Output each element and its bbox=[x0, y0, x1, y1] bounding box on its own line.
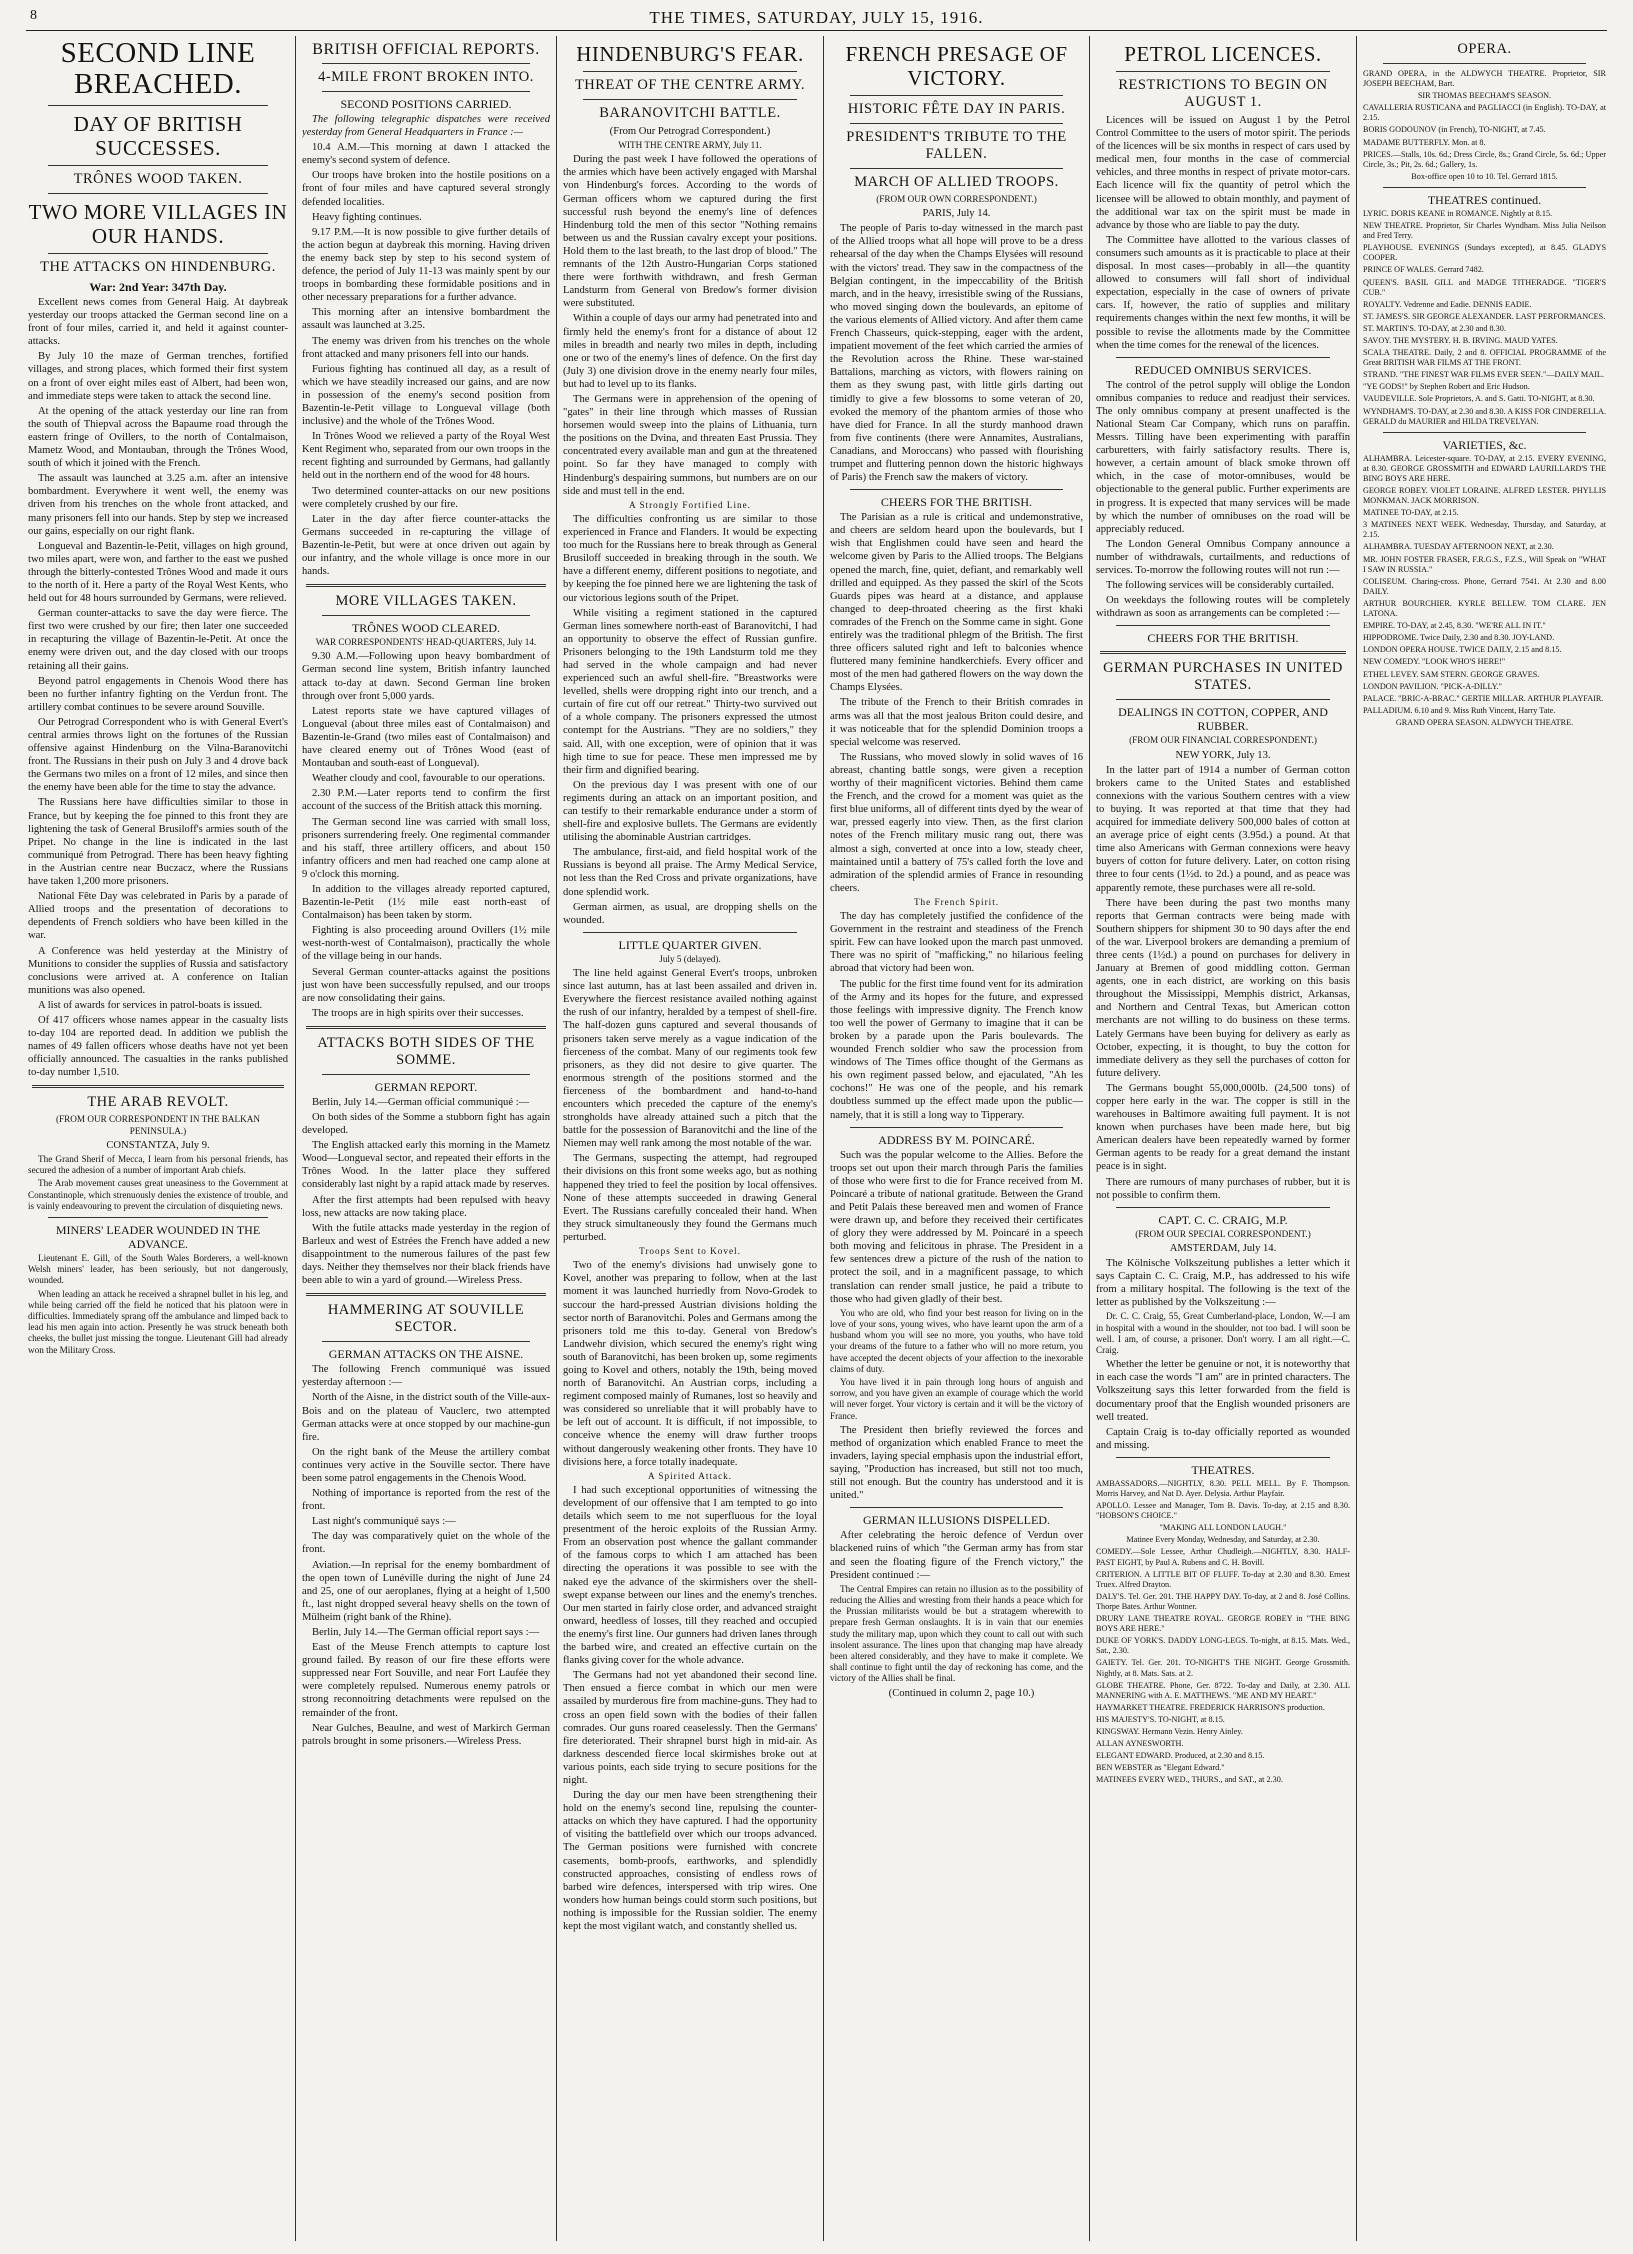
article-paragraph: Two of the enemy's divisions had unwisely gone to Kovel, another was preparing to follow, when at the last moment it was launched hurriedly from Novo-Grodek to succour the hard-pressed Austrian divisions holding the sector north of Baranovitchi. Poles and Germans among the prisoners told me this to-day. General von Bredow's Landwehr division, which secured the enemy's right wing south of Baranovitchi, has been broken up, some regiments going to Kovel and others, notably the 19th, being moved north of Baranovitchi. An Austrian corps, including a regiment composed mainly of Rumanes, lost so heavily and was considered so unreliable that it will probably have to be left out of account. It is difficult, if not impossible, to conceive whence the enemy will draw further troops without dangerously weakening other fronts. They have 10 divisions here, a force totally inadequate. bbox=[563, 1260, 817, 1468]
theatre-listing: DUKE OF YORK'S. DADDY LONG-LEGS. To-night, at 8.15. Mats. Wed., Sat., 2.30. bbox=[1096, 1636, 1350, 1656]
article-paragraph: The assault was launched at 3.25 a.m. after an intensive bombardment. Everywhere it went well, the enemy was driven from his trenches on the whole front attacked, and many prisoners fell into our hands. Step by step we increased our gains, especially on our right flank. bbox=[28, 473, 288, 537]
article-paragraph: While visiting a regiment stationed in the captured German lines somewhere north-east of Baranovitchi, I had an opportunity to observe the effect of Russian gunfire. Prisoners belonging to the 19th Landsturm told me they had served in the whole campaign and had never experienced such an awful shell-fire. "Breastworks were levelled, shells were dropping right into our trench, and a curtain of fire cut off our retreat." Thirty-two survived out of a whole company. The prisoners expressed the utmost contempt for the Austrians. "They are no soldiers," they said. All, with one exception, were of opinion that it was high time to sue for peace. These men impressed me by their firm and dignified bearing. bbox=[563, 607, 817, 776]
variety-listing: LONDON PAVILION. "PICK-A-DILLY." bbox=[1363, 681, 1502, 691]
byline: (FROM OUR CORRESPONDENT IN THE BALKAN PENINSULA.) bbox=[55, 1114, 261, 1136]
headline-theatres-continued: THEATRES continued. bbox=[1427, 192, 1542, 207]
opera-listing: GRAND OPERA, in the ALDWYCH THEATRE. Proprietor, SIR JOSEPH BEECHAM, Bart. bbox=[1363, 69, 1606, 89]
article-paragraph: The Arab movement causes great uneasiness to the Government at Constantinople, which strenuously denies the existence of trouble, and is vainly endeavouring to prevent the circulation of disquieting news. bbox=[28, 1178, 288, 1211]
dateline: WAR CORRESPONDENTS' HEAD-QUARTERS, July 14. bbox=[315, 637, 537, 648]
theatre-listing: SAVOY. THE MYSTERY. H. B. IRVING. MAUD YATES. bbox=[1363, 335, 1558, 345]
dateline: NEW YORK, July 13. bbox=[1175, 749, 1271, 761]
article-paragraph: German airmen, as usual, are dropping shells on the wounded. bbox=[563, 901, 817, 926]
article-paragraph: The Committee have allotted to the various classes of consumers such amounts as it is practicable to place at their disposal. In most cases—probably in all—the quantity allowed to consumers will fall short of individual expectation, especially in the case of owners of private cars. If, however, the ratio of supplies and military requirements changes within the next few months, it will be possible to revise the allotments made by the Committee when the time comes for the renewal of the licences. bbox=[1096, 234, 1350, 351]
article-paragraph: Lieutenant E. Gill, of the South Wales Borderers, a well-known Welsh miners' leader, has been seriously, but not dangerously, wounded. bbox=[28, 1252, 288, 1286]
theatre-listing: DALY'S. Tel. Ger. 201. THE HAPPY DAY. To-day, at 2 and 8. José Collins. Thorpe Bates. Arthur Wontner. bbox=[1096, 1591, 1350, 1611]
article-paragraph: Weather cloudy and cool, favourable to our operations. bbox=[312, 773, 546, 785]
variety-listing: NEW COMEDY. "LOOK WHO'S HERE!" bbox=[1363, 657, 1506, 667]
article-paragraph: The day was comparatively quiet on the whole of the front. bbox=[302, 1531, 550, 1556]
column-divider bbox=[556, 36, 557, 2241]
continued-note: (Continued in column 2, page 10.) bbox=[888, 1687, 1035, 1699]
masthead-rule bbox=[26, 30, 1607, 31]
variety-listing: EMPIRE. TO-DAY, at 2.45, 8.30. "WE'RE ALL IN IT." bbox=[1363, 621, 1546, 631]
article-paragraph: In addition to the villages already reported captured, Bazentin-le-Petit (1½ mile east north-east of Contalmaison) has been taken by storm. bbox=[302, 883, 550, 922]
article-paragraph: There have been during the past two months many reports that German contracts were being made with Southern shippers for shipment 30 to 90 days after the end of the war. Liverpool brokers are demanding a premium of three cents (1½d.) a pound on purchases for delivery in January at Bremen of good middling cotton. German agents, one in each district, are working on this basis throughout the Mississippi, Memphis district, Arkansas, and Northern and Central Texas, but American cotton merchants are not willing to do business on these terms. Lately Germans have been buying for delivery as early as October, expecting, it is thought, to buy the cotton for immediate delivery as they sell the purchases of cotton for future delivery. bbox=[1096, 897, 1350, 1079]
article-paragraph: Such was the popular welcome to the Allies. Before the troops set out upon their march through Paris the families of those who were first to die for France received from M. Poincaré a tribute of national gratitude. Between the Grand and Petit Palais these bereaved men and women of France were drawn up, and before they received their certificates of glory they were addressed by M. Poincaré in a speech both moving and felicitous in phrase. The President in a few sentences drew a picture of the rush of the nation to protect the soil, and in a magnificent passage, to which translation can render small justice, he paid a tribute to those who had given gladly of their best. bbox=[830, 1149, 1083, 1305]
article-paragraph: The Central Empires can retain no illusion as to the possibility of reducing the Allies and wresting from their hands a peace which for the Prussian militarists would be but a stratagem wherewith to prepare fresh German onslaughts. It is in vain that our enemies study the military map, upon which they count to call out with such insolent assurance. The lines upon that changing map have already been altered considerably, and they have to make it complete. We shall continue to fight until the day of reckoning has come, and the victory of the Allies shall be final. bbox=[830, 1583, 1083, 1684]
theatre-listing: ROYALTY. Vedrenne and Eadie. DENNIS EADIE. bbox=[1363, 299, 1532, 309]
article-paragraph: Captain Craig is to-day officially reported as wounded and missing. bbox=[1096, 1426, 1350, 1451]
theatre-listing: Matinee Every Monday, Wednesday, and Saturday, at 2.30. bbox=[1126, 1535, 1320, 1545]
headline-arab-revolt: THE ARAB REVOLT. bbox=[87, 1094, 229, 1111]
variety-listing: COLISEUM. Charing-cross. Phone, Gerrard 7541. At 2.30 and 8.00 DAILY. bbox=[1363, 576, 1606, 596]
variety-listing: PALACE. "BRIC-A-BRAC." GERTIE MILLAR. ARTHUR PLAYFAIR. bbox=[1363, 693, 1604, 703]
article-paragraph: Last night's communiqué says :— bbox=[312, 1516, 456, 1528]
article-paragraph: You have lived it in pain through long hours of anguish and sorrow, and you have given an example of courage which the world will never forget. Your victory is certain and it will be the victory of France. bbox=[830, 1376, 1083, 1421]
variety-listing: LONDON OPERA HOUSE. TWICE DAILY, 2.15 and 8.15. bbox=[1363, 645, 1562, 655]
headline-omnibus: REDUCED OMNIBUS SERVICES. bbox=[1134, 362, 1312, 377]
article-paragraph: Aviation.—In reprisal for the enemy bombardment of the open town of Lunéville during the night of June 24 and 25, one of our aeroplanes, flying at a height of 1,500 ft., last night dropped several heavy shells on the town of Mülheim (right bank of the Rhine). bbox=[302, 1559, 550, 1623]
headline-hindenburg-fear: HINDENBURG'S FEAR. bbox=[576, 42, 804, 66]
article-paragraph: This morning after an intensive bombardment the assault was launched at 3.25. bbox=[302, 307, 550, 332]
article-paragraph: The Germans, suspecting the attempt, had regrouped their divisions on this front some weeks ago, but as nothing happened they tried to feel the position by local offensives. None of these attempts succeeded in drawing General Evert. The Russians carefully concealed their hand. When they struck simultaneously they found the Germans much perturbed. bbox=[563, 1153, 817, 1243]
variety-listing: PALLADIUM. 6.10 and 9. Miss Ruth Vincent, Harry Tate. bbox=[1363, 705, 1556, 715]
theatre-listing: AMBASSADORS.—NIGHTLY, 8.30. PELL MELL. By F. Thompson. Morris Harvey, and Nat D. Ayer. Delysia. Arthur Playfair. bbox=[1096, 1478, 1350, 1498]
article-paragraph: The London General Omnibus Company announce a number of withdrawals, curtailments, and reductions of services. To-morrow the following routes will not run :— bbox=[1096, 538, 1350, 576]
headline-restrictions: RESTRICTIONS TO BEGIN ON AUGUST 1. bbox=[1118, 77, 1328, 110]
article-paragraph: On the previous day I was present with one of our regiments during an attack on an important position, and can testify to their remarkable endurance under a storm of shell-fire and explosive bullets. The Germans are evidently utilising the abominable Austrian cartridges. bbox=[563, 779, 817, 844]
headline-poincare: ADDRESS BY M. POINCARÉ. bbox=[878, 1132, 1035, 1147]
article-paragraph: German counter-attacks to save the day were fierce. The first two were crushed by our fire; then later one succeeded in recapturing the village of Bazentin-le-Petit. At once the enemy were driven out, and the day closed with our troops retaining all their gains. bbox=[28, 608, 288, 672]
opera-listing: Box-office open 10 to 10. Tel. Gerrard 1815. bbox=[1411, 171, 1558, 181]
headline-presidents-tribute: PRESIDENT'S TRIBUTE TO THE FALLEN. bbox=[846, 129, 1067, 162]
article-paragraph: The Germans were in apprehension of the opening of "gates" in their line through which masses of Russian horsemen would sweep into the plains of Lithuania, turn the positions on the Dvina, and threaten East Prussia. They concentrated every available man and gun at the threatened point. So far they have managed to comply with Hindenburg's despairing summons, but numbers are on our side and must tell in the end. bbox=[563, 393, 817, 497]
headline-centre-army: THREAT OF THE CENTRE ARMY. bbox=[574, 77, 806, 93]
column-5 bbox=[1096, 36, 1350, 2241]
article-paragraph: The Kölnische Volkszeitung publishes a letter which it says Captain C. C. Craig, M.P., has addressed to his wife from a military hospital. The following is the text of the letter as published by the Volkszeitung :— bbox=[1096, 1258, 1350, 1309]
byline: (FROM OUR OWN CORRESPONDENT.) bbox=[876, 194, 1037, 204]
article-paragraph: Berlin, July 14.—German official communiqué :— bbox=[312, 1096, 530, 1108]
article-paragraph: Furious fighting has continued all day, as a result of which we have steadily increased our gains, and are now in possession of the enemy's second position from Bazentin-le-Petit village to Longueval village (both inclusive) and the whole of the Trônes Wood. bbox=[302, 363, 550, 428]
dateline: WITH THE CENTRE ARMY, July 11. bbox=[618, 140, 762, 151]
article-paragraph: On weekdays the following routes will be completely withdrawn as soon as arrangements can be completed :— bbox=[1096, 595, 1350, 620]
article-paragraph: I had such exceptional opportunities of witnessing the development of our offensive that I am tempted to go into details which seem to me not superfluous for the loyal presentment of the heroic exploits of the Russian Army. From an observation post whence the gallant commander of the famous corps to which I am attached has been directing the operations it was possible to see with the naked eye the advance of the skirmishers over the shell-swept expanse between our lines and the enemy's trenches. Our men started in fairly close order, and advanced straight onward, heedless of losses, till they reached and occupied the enemy's first line. Our gunners had driven lanes through the barbed wire, and created an effective curtain on the flanks giving cover for the whole advance. bbox=[563, 1484, 817, 1667]
article-paragraph: Latest reports state we have captured villages of Longueval (about three miles east of Contalmaison) and Bazentin-le-Grand (two miles east of Contalmaison) and have cleared enemy out of Trônes Wood (east of Montauban and south-east of Longueval). bbox=[302, 705, 550, 770]
theatre-listing: HAYMARKET THEATRE. FREDERICK HARRISON'S production. bbox=[1096, 1702, 1325, 1712]
headline-british-official: BRITISH OFFICIAL REPORTS. bbox=[312, 41, 540, 58]
page-number: 8 bbox=[30, 8, 37, 23]
article-paragraph: In Trônes Wood we relieved a party of the Royal West Kent Regiment who, separated from our own troops in the recent fighting and surrounded by Germans, had gallantly held out in the northern end of the wood for 48 hours. bbox=[302, 431, 550, 482]
headline-second-positions: SECOND POSITIONS CARRIED. bbox=[340, 97, 512, 111]
theatre-listing: "YE GODS!" by Stephen Robert and Eric Hudson. bbox=[1363, 382, 1530, 392]
headline-aisne: GERMAN ATTACKS ON THE AISNE. bbox=[328, 1347, 524, 1362]
column-6 bbox=[1363, 36, 1606, 2241]
headline-varieties: VARIETIES, &c. bbox=[1442, 437, 1527, 452]
article-paragraph: After celebrating the heroic defence of Verdun over blackened ruins of which "the German army has from star and seen the floating figure of the French victory," the President continued :— bbox=[830, 1530, 1083, 1581]
article-paragraph: Of 417 officers whose names appear in the casualty lists to-day 104 are reported dead. In addition we publish the names of 49 fallen officers whose deaths have not yet been officially announced. The casualties in the ranks published to-day number 1,510. bbox=[28, 1014, 288, 1079]
headline-trones-cleared: TRÔNES WOOD CLEARED. bbox=[351, 621, 501, 636]
subheading: A Spirited Attack. bbox=[647, 1470, 733, 1481]
headline-second-line: SECOND LINE BREACHED. bbox=[60, 37, 256, 100]
opera-listing: MADAME BUTTERFLY. Mon. at 8. bbox=[1363, 137, 1486, 147]
article-paragraph: With the futile attacks made yesterday in the region of Barleux and west of Estrées the French have added a new disappointment to the numerous failures of the past few days. Neither they themselves nor their black friends have been able to win a yard of ground.—Wireless Press. bbox=[302, 1222, 550, 1287]
column-1 bbox=[28, 36, 288, 2241]
article-paragraph: The German second line was carried with small loss, prisoners surrendering freely. One regimental commander and his staff, three artillery officers, and about 150 infantry officers and men had reached one camp alone at 9 o'clock this morning. bbox=[302, 816, 550, 880]
article-paragraph: North of the Aisne, in the district south of the Ville-aux-Bois and on the plateau of Vauclerc, two attempted German attacks were at once stopped by our machine-gun fire. bbox=[302, 1392, 550, 1443]
theatre-listing: CRITERION. A LITTLE BIT OF FLUFF. To-day at 2.30 and 8.30. Ernest Truex. Alfred Drayton. bbox=[1096, 1569, 1350, 1589]
headline-cheers: CHEERS FOR THE BRITISH. bbox=[1147, 631, 1299, 646]
article-paragraph: Within a couple of days our army had penetrated into and firmly held the enemy's front for a distance of about 12 miles in breadth and nearly two miles in depth, including one or two of the enemy's lines of defence. On the first day (July 3) one division drove in the enemy nearly four miles, but had to level up to its flanks. bbox=[563, 313, 817, 390]
column-divider bbox=[295, 36, 296, 2241]
article-paragraph: During the day our men have been strengthening their hold on the enemy's second line, repulsing the counter-attacks on which they have captured. I had the opportunity of visiting the battlefield over which our troops advanced. The German positions were furnished with concrete casements, bomb-proofs, earthworks, and splendidly constructed approaches, consisting of endless rows of barbed wire defences, interspersed with trip wires. One wonders how human beings could storm such positions, but nothing is impossible for the Russian soldier. The enemy kept the most vigilant watch, and constantly shelled us. bbox=[563, 1790, 817, 1933]
headline-theatres: THEATRES. bbox=[1191, 1462, 1255, 1477]
theatre-listing: ALLAN AYNESWORTH. bbox=[1096, 1739, 1184, 1749]
article-paragraph: There are rumours of many purchases of rubber, but it is not possible to confirm them. bbox=[1096, 1176, 1350, 1201]
dateline: July 5 (delayed). bbox=[659, 953, 721, 964]
article-paragraph: Berlin, July 14.—The German official report says :— bbox=[312, 1627, 540, 1639]
theatre-listing: PLAYHOUSE. EVENINGS (Sundays excepted), at 8.45. GLADYS COOPER. bbox=[1363, 243, 1606, 263]
variety-listing: GRAND OPERA SEASON. ALDWYCH THEATRE. bbox=[1395, 717, 1574, 727]
article-paragraph: The President then briefly reviewed the forces and method of organization which enabled France to meet the invaders, laying special emphasis upon the industrial effort, saying, "Production has increased, but still not too much, still not enough. But the country has understood and it is united." bbox=[830, 1424, 1083, 1502]
headline-german-report: GERMAN REPORT. bbox=[374, 1079, 478, 1094]
article-paragraph: East of the Meuse French attempts to capture lost ground failed. By reason of our fire these efforts were suppressed near Fort Souville, and near Fort Laufée they were completely repulsed. Numerous enemy patrols or strong reconnoitring detachments were repulsed on the remainder of the front. bbox=[302, 1642, 550, 1719]
article-paragraph: The Russians, who moved slowly in solid waves of 16 abreast, chanting battle songs, were given a reception worthy of their magnificent victories. Behind them came the French, and the crowd for a moment was quiet as the first blue uniforms, all of different tints dyed by the wear of war, pressed eagerly into view. Then, as the first clarion notes of the French military music rang out, there was almost a sigh, converted at once into a low, steady cheer, maintained until a battery of 75's called forth the love and admiration of the splendid armies of France in resounding cheers. bbox=[830, 751, 1083, 894]
article-paragraph: 9.30 A.M.—Following upon heavy bombardment of German second line system, British infantry launched attack to-day at dawn. Second German line broken through over front 5,000 yards. bbox=[302, 651, 550, 702]
opera-listing: CAVALLERIA RUSTICANA and PAGLIACCI (in English). TO-DAY, at 2.15. bbox=[1363, 103, 1606, 123]
headline-german-purchases: GERMAN PURCHASES IN UNITED STATES. bbox=[1103, 660, 1343, 694]
variety-listing: GEORGE ROBEY. VIOLET LORAINE. ALFRED LESTER. PHYLLIS MONKMAN. JACK MORRISON. bbox=[1363, 486, 1606, 506]
headline-two-villages: TWO MORE VILLAGES IN OUR HANDS. bbox=[28, 200, 288, 248]
theatre-listing: KINGSWAY. Hermann Vezin. Henry Ainley. bbox=[1096, 1726, 1243, 1736]
article-paragraph: When leading an attack he received a shrapnel bullet in his leg, and while being carried off the field he noticed that his platoon were in difficulties. Immediately sprang off the ambulance and limped back to lead his men again into action. Presently he was struck beneath both cheeks, the bullet just missing the tongue. Lieutenant Gill had already won the Military Cross. bbox=[28, 1288, 288, 1355]
dateline: PARIS, July 14. bbox=[922, 208, 991, 220]
war-day-line: War: 2nd Year: 347th Day. bbox=[89, 280, 227, 294]
theatre-listing: LYRIC. DORIS KEANE in ROMANCE. Nightly at 8.15. bbox=[1363, 208, 1553, 218]
article-paragraph: The control of the petrol supply will oblige the London omnibus companies to reduce and readjust their services. The only omnibus company at present unaffected is the National Steam Car Company, which runs on paraffin. Messrs. Tilling have been experimenting with paraffin carburetters, with fairly satisfactory results. There is, however, a certain amount of black smoke thrown off which, in the case of motor-omnibuses, would be objectionable to the general public. Further experiments are in progress. It is expected that many services will be made by which the number of omnibuses on the road will be appreciably reduced. bbox=[1096, 379, 1350, 535]
theatre-listing: BEN WEBSTER as "Elegant Edward." bbox=[1096, 1763, 1225, 1773]
headline-attacks-somme: ATTACKS BOTH SIDES OF THE SOMME. bbox=[317, 1034, 535, 1068]
article-paragraph: Later in the day after fierce counter-attacks the Germans succeeded in re-capturing the village of Bazentin-le-Petit, but were at once driven out again by our infantry, and the whole village is once more in our hands. bbox=[302, 513, 550, 578]
article-paragraph: The Germans bought 55,000,000lb. (24,500 tons) of copper here early in the war. The copper is still in the warehouses in Baltimore awaiting full payment. It is not known when purchases have been made here, but big American dealers have been repeatedly warned by former German agents to be ready for a great demand the instant peace is in sight. bbox=[1096, 1082, 1350, 1173]
article-paragraph: A Conference was held yesterday at the Ministry of Munitions to consider the supplies of Russia and satisfactory conclusions were arrived at. A conference on Italian munitions was also opened. bbox=[28, 945, 288, 996]
article-paragraph: A list of awards for services in patrol-boats is issued. bbox=[38, 999, 263, 1011]
headline-more-villages: MORE VILLAGES TAKEN. bbox=[335, 593, 517, 610]
column-divider bbox=[823, 36, 824, 2241]
article-paragraph: Fighting is also proceeding around Ovillers (1½ mile west-north-west of Contalmaison), practically the whole of the village being in our hands. bbox=[302, 925, 550, 963]
variety-listing: HIPPODROME. Twice Daily, 2.30 and 8.30. JOY-LAND. bbox=[1363, 633, 1555, 643]
theatre-listing: HIS MAJESTY'S. TO-NIGHT, at 8.15. bbox=[1096, 1714, 1225, 1724]
article-paragraph: The difficulties confronting us are similar to those experienced in France and Flanders. It would be expecting too much for the Russians here to break through as General Brusiloff succeeded in breaking through in the south. We have a different enemy, different positions to negotiate, and by keeping the foe pinned here we are lightening the task of our victorious legions south of the Pripet. bbox=[563, 513, 817, 604]
theatre-listing: DRURY LANE THEATRE ROYAL. GEORGE ROBEY in "THE BING BOYS ARE HERE." bbox=[1096, 1614, 1350, 1634]
headline-cheers-british: CHEERS FOR THE BRITISH. bbox=[880, 495, 1033, 510]
headline-opera: OPERA. bbox=[1457, 41, 1512, 57]
theatre-listing: WYNDHAM'S. TO-DAY, at 2.30 and 8.30. A KISS FOR CINDERELLA. GERALD du MAURIER and HILDA TREVELYAN. bbox=[1363, 406, 1606, 426]
article-paragraph: The troops are in high spirits over their successes. bbox=[312, 1007, 524, 1019]
headline-day-of-successes: DAY OF BRITISH SUCCESSES. bbox=[73, 112, 243, 160]
article-paragraph: Two determined counter-attacks on our new positions were completely crushed by our fire. bbox=[302, 485, 550, 510]
article-paragraph: Nothing of importance is reported from the rest of the front. bbox=[302, 1488, 550, 1513]
subheading: A Strongly Fortified Line. bbox=[629, 499, 751, 510]
variety-listing: MR. JOHN FOSTER FRASER, F.R.G.S., F.Z.S., Will Speak on "WHAT I SAW IN RUSSIA." bbox=[1363, 554, 1606, 574]
byline: (FROM OUR FINANCIAL CORRESPONDENT.) bbox=[1129, 735, 1317, 746]
subheading: Troops Sent to Kovel. bbox=[639, 1246, 741, 1257]
article-paragraph: The people of Paris to-day witnessed in the march past of the Allied troops what all hope will prove to be a dress rehearsal of the day when the Champs Elysées will resound with the victors' tread. They saw in the compactness of the Belgian contingent, in the impeccability of the British march, and in the heavy, irresistible swing of the Russians, who moved singing down the boulevards, an epitome of the various elements of Allied victory. And after them came French Chasseurs, quick-stepping, eager with the ardent, impatient movement of the feet which carried the armies of the Revolution across the Rhine. These war-stained Battalions, marching as victors, with flowers raining on them as they swung past, with little girls darting out timidly to give a few blossoms to some veteran of 20, evoked the memory of the phantom armies of those who have died for France. In all the sturdy manhood drawn from five continents (there were Annamites, Australians, Canadians, and Moroccans) who passed with flourishing trumpet and fluttering pennon down the historic highways of Paris) the French saw the makers of victory. bbox=[830, 223, 1083, 484]
headline-baranovitchi: BARANOVITCHI BATTLE. bbox=[599, 105, 781, 121]
theatre-listing: ST. JAMES'S. SIR GEORGE ALEXANDER. LAST PERFORMANCES. bbox=[1363, 311, 1606, 321]
theatre-listing: "MAKING ALL LONDON LAUGH." bbox=[1159, 1523, 1287, 1533]
byline: (From Our Petrograd Correspondent.) bbox=[609, 126, 771, 137]
article-paragraph: After the first attempts had been repulsed with heavy loss, new attacks are now taking place. bbox=[302, 1194, 550, 1219]
theatre-listing: ST. MARTIN'S. TO-DAY, at 2.30 and 8.30. bbox=[1363, 323, 1506, 333]
article-paragraph: The tribute of the French to their British comrades in arms was all that the most jealous Briton could desire, and it was noticeable that for the splendid Dominion troops a special welcome was reserved. bbox=[830, 697, 1083, 748]
opera-listing: PRICES.—Stalls, 10s. 6d.; Dress Circle, 8s.; Grand Circle, 5s. 6d.; Upper Circle, 3s.; Pit, 2s. 6d.; Gallery, 1s. bbox=[1363, 149, 1606, 169]
article-paragraph: The following French communiqué was issued yesterday afternoon :— bbox=[302, 1364, 550, 1389]
theatre-listing: STRAND. "THE FINEST WAR FILMS EVER SEEN."—DAILY MAIL. bbox=[1363, 370, 1604, 380]
variety-listing: 3 MATINEES NEXT WEEK. Wednesday, Thursday, and Saturday, at 2.15. bbox=[1363, 520, 1606, 540]
dateline: AMSTERDAM, July 14. bbox=[1169, 1242, 1277, 1254]
theatre-listing: ELEGANT EDWARD. Produced, at 2.30 and 8.15. bbox=[1096, 1751, 1265, 1761]
article-paragraph: On the right bank of the Meuse the artillery combat continues very active in the Souville sector. There have been some patrol engagements in the Chenois Wood. bbox=[302, 1446, 550, 1484]
article-paragraph: Our troops have broken into the hostile positions on a front of four miles and have captured several strongly defended localities. bbox=[302, 170, 550, 208]
variety-listing: ALHAMBRA. Leicester-square. TO-DAY, at 2.15. EVERY EVENING, at 8.30. GEORGE GROSSMITH and EDWARD LAURILLARD'S THE BING BOYS ARE HERE. bbox=[1363, 453, 1606, 483]
headline-miners-leader: MINERS' LEADER WOUNDED IN THE ADVANCE. bbox=[55, 1222, 261, 1251]
column-divider bbox=[1356, 36, 1357, 2241]
article-paragraph: The line held against General Evert's troops, unbroken since last autumn, has at last been assailed and driven in. Everywhere the fiercest resistance availed nothing against the rush of our infantry, heralded by a tempest of shell-fire. The half-dozen guns captured and several thousands of prisoners taken serve merely as a vague indication of the fierceness of the combat. Many of our regiments took few prisoners, as they did not desire to give quarter. The enormous strength of the positions stormed and the fierceness of the bombardment and hand-to-hand encounters which preceded the capture of the enemy's strongholds have already attained such a pitch that the battle for the possession of Baranovitchi and the line of the Niemen may well rank among the most notable of the war. bbox=[563, 968, 817, 1150]
opera-listing: BORIS GODOUNOV (in French), TO-NIGHT, at 7.45. bbox=[1363, 125, 1546, 135]
headline-little-quarter: LITTLE QUARTER GIVEN. bbox=[618, 937, 762, 952]
headline-dealings: DEALINGS IN COTTON, COPPER, AND RUBBER. bbox=[1118, 705, 1328, 734]
column-4 bbox=[830, 36, 1083, 2241]
variety-listing: ETHEL LEVEY. SAM STERN. GEORGE GRAVES. bbox=[1363, 669, 1540, 679]
variety-listing: ALHAMBRA. TUESDAY AFTERNOON NEXT, at 2.30. bbox=[1363, 542, 1554, 552]
article-paragraph: The day has completely justified the confidence of the Government in the restraint and steadiness of the French spirit. Few can have looked upon the march past unmoved. There was no spirit of "mafficking," no hilarious feeling abroad that victory had been won. bbox=[830, 911, 1083, 975]
headline-capt-craig: CAPT. C. C. CRAIG, M.P. bbox=[1158, 1212, 1288, 1227]
variety-listing: MATINEE TO-DAY, at 2.15. bbox=[1363, 508, 1459, 518]
theatre-listing: PRINCE OF WALES. Gerrard 7482. bbox=[1363, 265, 1484, 275]
article-paragraph: The Grand Sherif of Mecca, I learn from his personal friends, has secured the adhesion of a number of important Arab chiefs. bbox=[28, 1153, 288, 1176]
theatre-listing: SCALA THEATRE. Daily, 2 and 8. OFFICIAL PROGRAMME of the Great BRITISH WAR FILMS AT THE FRONT. bbox=[1363, 348, 1606, 368]
article-paragraph: Licences will be issued on August 1 by the Petrol Control Committee to the users of motor spirit. The periods of the licences will be six months in respect of cars used by medical men, four months in the case of commercial vehicles, and three months in respect of private motor-cars. Each licence will fix the quantity of petrol which the licensee will be allowed to obtain monthly, and payment of the additional war tax on the spirit must be made in advance by those who are liable to pay the duty. bbox=[1096, 115, 1350, 231]
theatre-listing: COMEDY.—Sole Lessee, Arthur Chudleigh.—NIGHTLY, 8.30. HALF-PAST EIGHT, by Paul A. Rubens and C. H. Bovill. bbox=[1096, 1547, 1350, 1567]
article-paragraph: Several German counter-attacks against the positions just won have been successfully repulsed, and our troops are now consolidating their gains. bbox=[302, 966, 550, 1004]
intro-paragraph: The following telegraphic dispatches were received yesterday from General Headquarters in France :— bbox=[302, 114, 550, 139]
theatre-listing: APOLLO. Lessee and Manager, Tom B. Davis. To-day, at 2.15 and 8.30. "HOBSON'S CHOICE." bbox=[1096, 1501, 1350, 1521]
article-paragraph: The Russians here have difficulties similar to those in France, but by keeping the foe pinned to this front they are lightening the task of General Brusiloff's armies south of the Pripet. No change in the line is indicated in the last communiqué from Petrograd. There has been heavy fighting in the Austrian centre near Buczacz, where the Russians have taken 1,200 more prisoners. bbox=[28, 797, 288, 888]
article-paragraph: At the opening of the attack yesterday our line ran from the south of Thiepval across the Bapaume road through the eastern fringe of Ovillers, to the north of Contalmaison, Mametz Wood, and Montauban, through the Trônes Wood, south of which it joined with the French. bbox=[28, 405, 288, 470]
theatre-listing: VAUDEVILLE. Sole Proprietors, A. and S. Gatti. TO-NIGHT, at 8.30. bbox=[1363, 394, 1595, 404]
article-paragraph: Excellent news comes from General Haig. At daybreak yesterday our troops attacked the German second line on a front of four miles, carried it, and held it against counter-attacks. bbox=[28, 297, 288, 348]
theatre-listing: GLOBE THEATRE. Phone, Ger. 8722. To-day and Daily, at 2.30. ALL MANNERING with A. E. MATTHEWS. "ME AND MY HEART." bbox=[1096, 1680, 1350, 1700]
article-paragraph: The public for the first time found vent for its admiration of the Army and its hopes for the future, and expressed those feelings with impressive dignity. The French know too well the power of Germany to imagine that it can be broken by a parade upon the Paris boulevards. The wounded French soldier who saw the procession from windows of The Times office thought of the Germans as his own regiment passed below, and ejaculated, "Ah les cochons!" He was one of the people, and his remark doubtless summed up the effect made upon the public—namely, that it is still a long way to Tipperary. bbox=[830, 978, 1083, 1121]
headline-petrol-licences: PETROL LICENCES. bbox=[1124, 42, 1322, 66]
theatre-listing: MATINEES EVERY WED., THURS., and SAT., at 2.30. bbox=[1096, 1775, 1283, 1785]
column-divider bbox=[1089, 36, 1090, 2241]
article-paragraph: National Fête Day was celebrated in Paris by a parade of Allied troops and the presentation of decorations to dependents of French soldiers who have been killed in the war. bbox=[28, 891, 288, 942]
headline-french-presage: FRENCH PRESAGE OF VICTORY. bbox=[845, 42, 1068, 90]
article-paragraph: On both sides of the Somme a stubborn fight has again developed. bbox=[302, 1112, 550, 1137]
article-paragraph: The Germans had not yet abandoned their second line. Then ensued a fierce combat in which our men were assailed by murderous fire from machine-guns. They had to cross an open field sown with the bodies of their fallen comrades. Our guns roared ceaselessly. Then the Germans' fire deteriorated. Their shrapnel burst high in mid-air. As darkness descended fierce local skirmishes broke out at various points, each side trying to secure positions for the night. bbox=[563, 1670, 817, 1786]
article-paragraph: Our Petrograd Correspondent who is with General Evert's central armies throws light on the fortunes of the Russian offensive against Hindenburg on the Vilna-Baranovitchi front. The Russians in their push on July 3 and 4 drove back the Germans two miles on a front of 12 miles, and since then the enemy have been able for the time to stay the advance. bbox=[28, 716, 288, 794]
byline: (FROM OUR SPECIAL CORRESPONDENT.) bbox=[1135, 1228, 1311, 1239]
article-paragraph: The English attacked early this morning in the Mametz Wood—Longueval sector, and repeated their efforts in the Trônes Wood. In the latter place they suffered considerably last night by a rapid attack made by reserves. bbox=[302, 1140, 550, 1191]
theatre-listing: GAIETY. Tel. Ger. 201. TO-NIGHT'S THE NIGHT. George Grossmith. Nightly, at 8. Mats. Sats. at 2. bbox=[1096, 1658, 1350, 1678]
headline-german-illusions: GERMAN ILLUSIONS DISPELLED. bbox=[863, 1513, 1050, 1528]
article-paragraph: Heavy fighting continues. bbox=[312, 211, 422, 223]
article-paragraph: Beyond patrol engagements in Chenois Wood there has been no further infantry fighting on the Verdun front. The artillery combat continues to be severe around Souville. bbox=[28, 675, 288, 713]
column-2 bbox=[302, 36, 550, 2241]
column-3 bbox=[563, 36, 817, 2241]
article-paragraph: In the latter part of 1914 a number of German cotton brokers came to the United States and established connexions with the various Southern centres with a view to buying. It was reported at that time that they had acquired for immediate delivery 500,000 bales of cotton at an average price of eight cents (3.95d.) a pound. At that time also Americans with German connexions were heavy buyers of cotton for future delivery. Later, on cotton rising three to four cents (1½d. to 2d.) a pound, and as peace was apparently remote, these purchases were all re-sold. bbox=[1096, 764, 1350, 894]
article-paragraph: The ambulance, first-aid, and field hospital work of the Russians is beyond all praise. The Army Medical Service, not less than the Red Cross and private organizations, have done splendid work. bbox=[563, 847, 817, 898]
headline-four-mile-front: 4-MILE FRONT BROKEN INTO. bbox=[318, 69, 534, 85]
article-paragraph: 2.30 P.M.—Later reports tend to confirm the first account of the success of the British attack this morning. bbox=[302, 788, 550, 813]
dateline: CONSTANTZA, July 9. bbox=[106, 1139, 210, 1151]
headline-march-allied: MARCH OF ALLIED TROOPS. bbox=[854, 174, 1059, 190]
article-paragraph: Near Gulches, Beaulne, and west of Markirch German patrols brought in some prisoners.—Wireless Press. bbox=[302, 1722, 550, 1747]
article-paragraph: During the past week I have followed the operations of the armies which have been actively engaged with Marshal von Hindenburg's forces. According to the words of German officers whom we captured during the first successful rush beyond the enemy's line of defences Hindenburg told the men of this sector "Nothing remains between us and the Russian cavalry except your positions. Hold them to the last breath, to the last drop of blood." The remnants of the 12th Austro-Hungarian Corps stationed there were forthwith withdrawn, and fresh German Landsturm from General von Bredow's former division were substituted. bbox=[563, 154, 817, 310]
article-paragraph: The following services will be considerably curtailed. bbox=[1106, 580, 1334, 592]
article-paragraph: Longueval and Bazentin-le-Petit, villages on high ground, two miles apart, were won, and farther to the east we pushed through the bitterly-contested Trônes Wood and made it ours to the north of it. Here a party of the Royal West Kents, who held out for 48 hours surrounded by Germans, were relieved. bbox=[28, 540, 288, 605]
article-paragraph: 10.4 A.M.—This morning at dawn I attacked the enemy's second system of defence. bbox=[302, 142, 550, 167]
article-paragraph: By July 10 the maze of German trenches, fortified villages, and strong places, which formed their first system on a front of over eight miles east of Albert, had been won, and immediate steps were taken to attack the second line. bbox=[28, 351, 288, 402]
article-paragraph: The Parisian as a rule is critical and undemonstrative, and cheers are seldom heard upon the boulevards, but I wish that Englishmen could have seen and heard the welcome given by Paris to the Allied troops. The Belgians opened the march, fine, quiet, defiant, and remarkably well drilled and equipped. As they passed the skirl of the Scots Guards pipes was heard at a distance, and applause changed to deep-throated cheering as the first khaki comrades of the French on the Somme came in sight. Gone entirely was the traditional phlegm of the British. The first three officers saluted right and left to balconies whence fluttered many feminine handkerchiefs. Every officer and most of the men had gathered flowers on the way down the Champs Elysées. bbox=[830, 512, 1083, 694]
variety-listing: ARTHUR BOURCHIER. KYRLE BELLEW. TOM CLARE. JEN LATONA. bbox=[1363, 598, 1606, 619]
article-paragraph: You who are old, who find your best reason for living on in the love of your sons, young wives, who have learnt upon the arm of a husband whom you will see no more, you youths, who have told your dreams of the future to a father who will no more return, you have accepted the decent objects of your affection to the inexorable claims of duty. bbox=[830, 1307, 1083, 1374]
theatre-listing: NEW THEATRE. Proprietor, Sir Charles Wyndham. Miss Julia Neilson and Fred Terry. bbox=[1363, 221, 1606, 241]
subheading: The French Spirit. bbox=[913, 896, 1000, 907]
article-paragraph: 9.17 P.M.—It is now possible to give further details of the action begun at daybreak this morning. Having driven the enemy back step by step to his second system of defence, the period of July 11-13 was mainly spent by our troops in bombarding these formidable positions and in other necessary preparations for a further advance. bbox=[302, 226, 550, 304]
headline-trones-wood: TRÔNES WOOD TAKEN. bbox=[73, 171, 243, 187]
newspaper-masthead-title: THE TIMES, SATURDAY, JULY 15, 1916. bbox=[649, 8, 984, 27]
headline-fete-day: HISTORIC FÊTE DAY IN PARIS. bbox=[847, 101, 1066, 117]
headline-souville: HAMMERING AT SOUVILLE SECTOR. bbox=[327, 1302, 525, 1336]
article-paragraph: Whether the letter be genuine or not, it is noteworthy that in each case the words "I am" are in printed characters. The Volkszeitung says this letter forwarded from the field is documentary proof that the English wounded prisoners are well treated. bbox=[1096, 1359, 1350, 1423]
headline-attacks-hindenburg: THE ATTACKS ON HINDENBURG. bbox=[40, 259, 276, 275]
theatre-listing: QUEEN'S. BASIL GILL and MADGE TITHERADGE. "TIGER'S CUB." bbox=[1363, 277, 1606, 297]
opera-listing: SIR THOMAS BEECHAM'S SEASON. bbox=[1417, 91, 1552, 101]
article-paragraph: Dr. C. C. Craig, 55, Great Cumberland-place, London, W.—I am in hospital with a wound in the shoulder, not too bad. I will soon be well. I am, of course, a prisoner. Don't worry. I am all right.—C. Craig. bbox=[1096, 1311, 1350, 1356]
article-paragraph: The enemy was driven from his trenches on the whole front attacked and many prisoners fell into our hands. bbox=[302, 335, 550, 360]
